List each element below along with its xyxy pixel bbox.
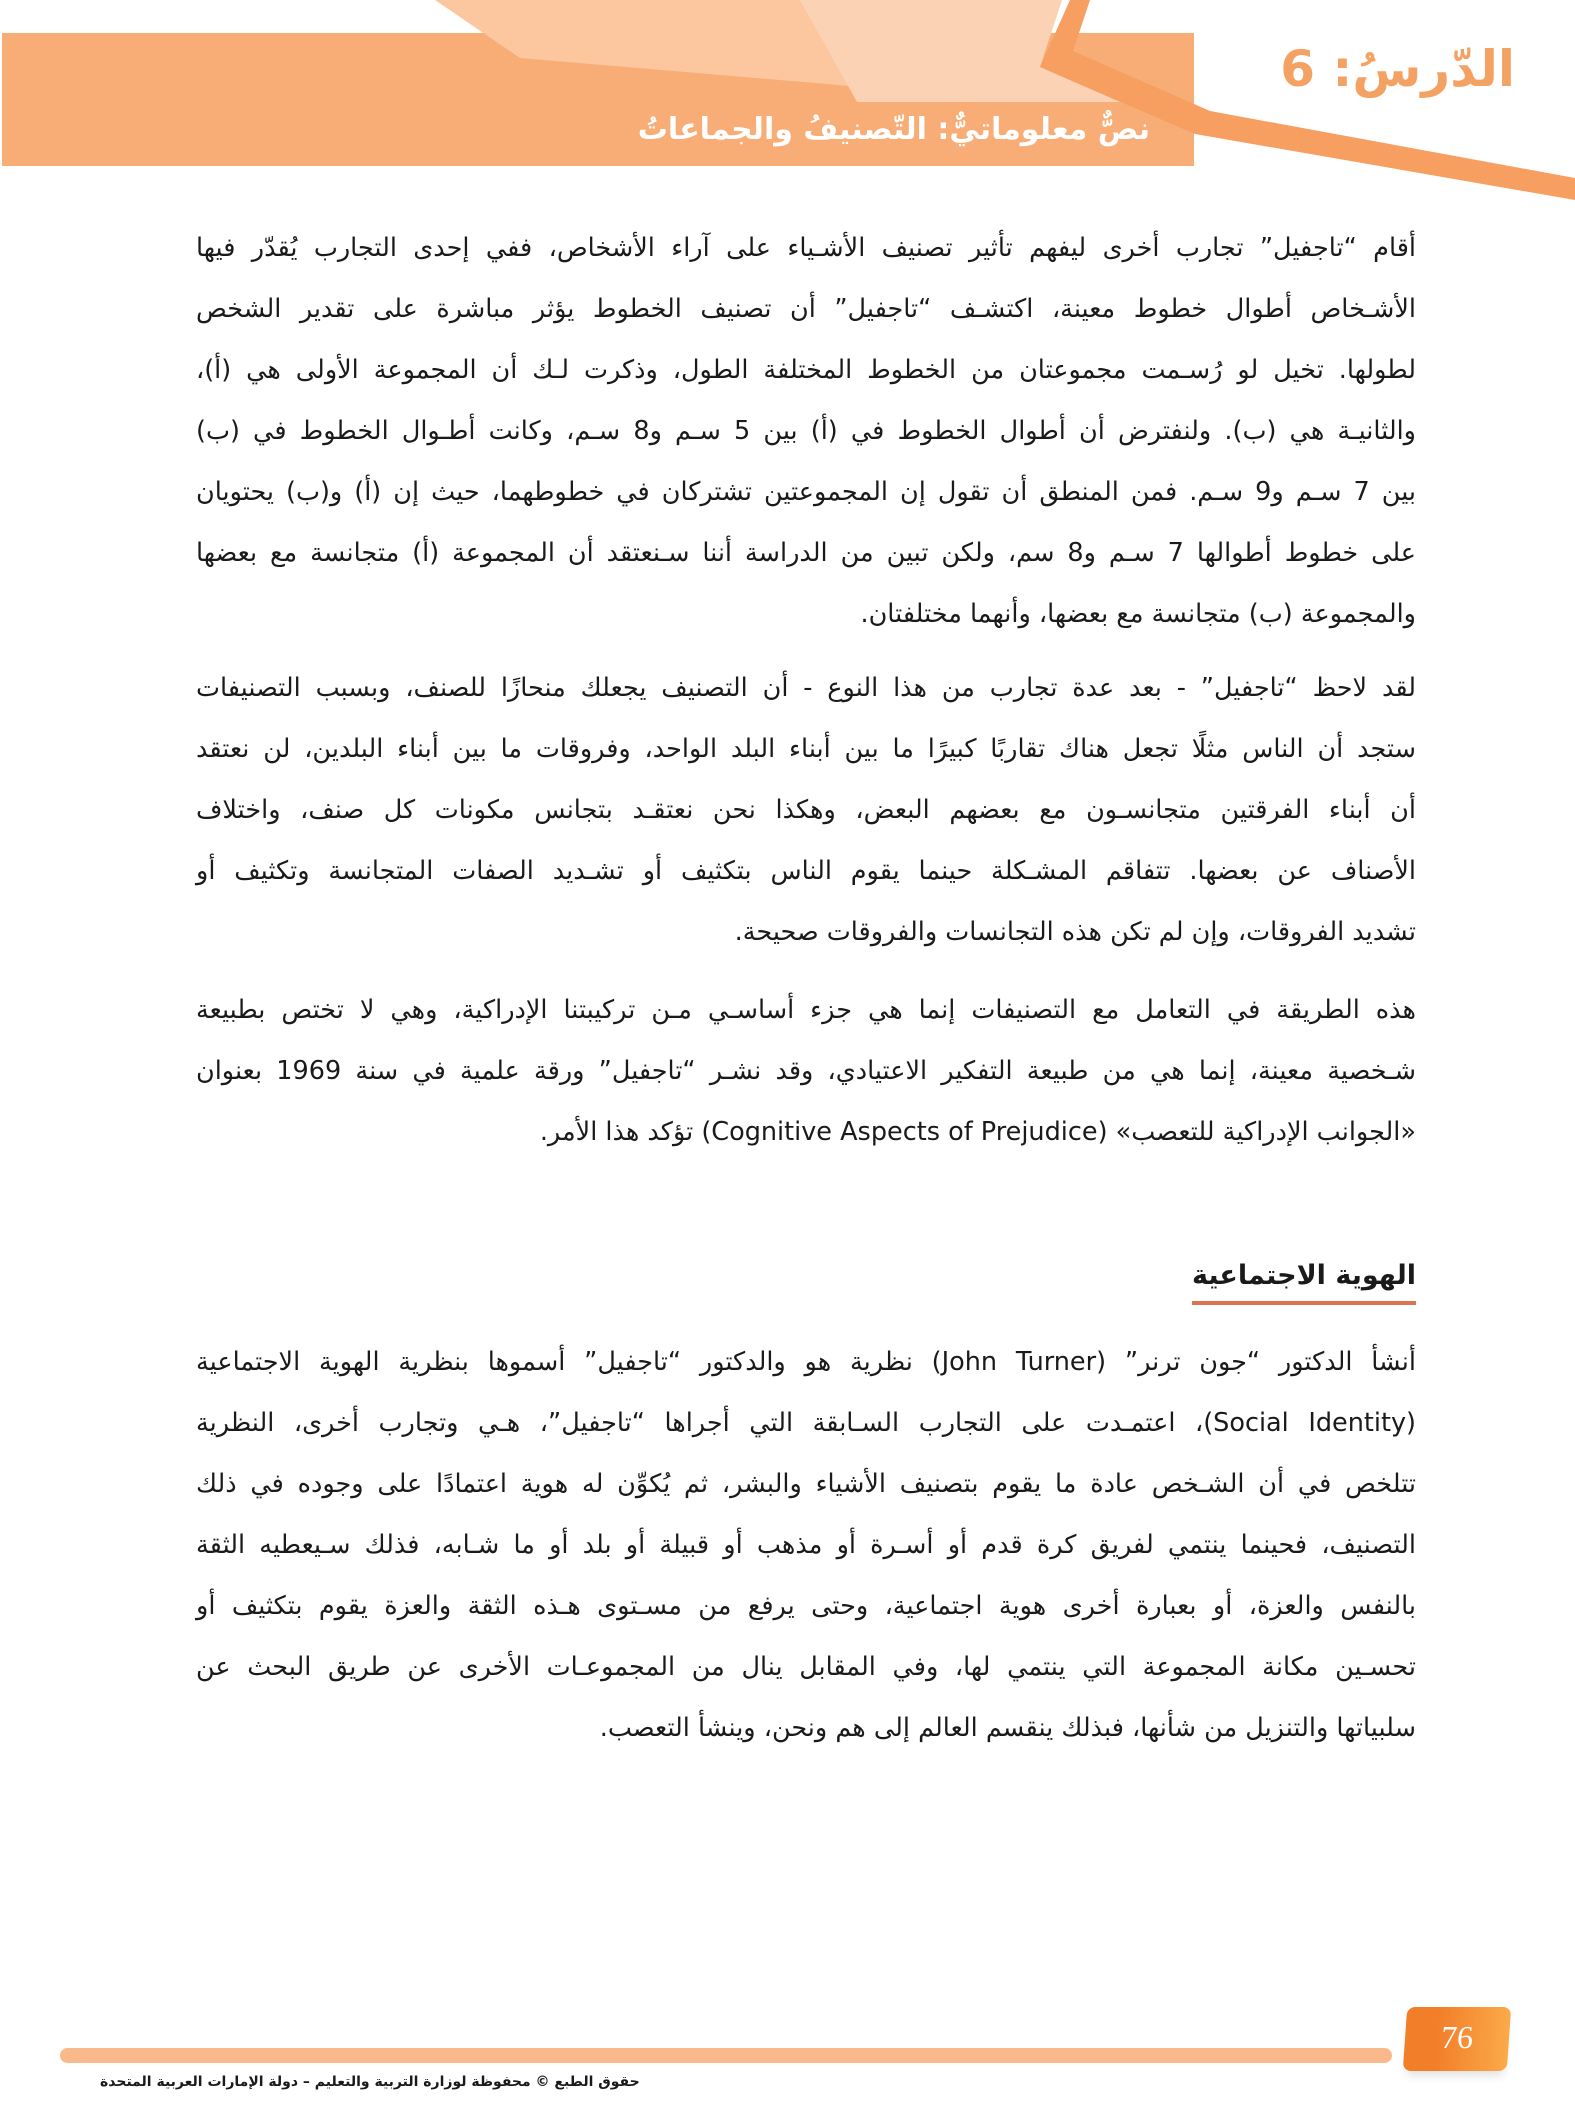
text-line: شـخصية معينة، إنما هي من طبيعة التفكير الاعتيادي، وقد نشـر “تاجفيل” ورقة علمية في سنة 1969 بعنوان	[196, 1056, 1416, 1086]
text-line: لقد لاحظ “تاجفيل” - بعد عدة تجارب من هذا النوع - أن التصنيف يجعلك منحازًا للصنف، وبسبب التصنيفات	[196, 673, 1416, 703]
text-line: والمجموعة (ب) متجانسة مع بعضها، وأنهما مختلفتان.	[860, 599, 1416, 629]
text-line: تتلخص في أن الشـخص عادة ما يقوم بتصنيف الأشياء والبشر، ثم يُكوِّن له هوية اعتمادًا على وجوده في ذلك	[196, 1469, 1416, 1499]
text-line: هذه الطريقة في التعامل مع التصنيفات إنما هي جزء أساسـي مـن تركيبتنا الإدراكية، وهي لا تختص بطبيعة	[196, 995, 1416, 1025]
text-line: الأشـخاص أطوال خطوط معينة، اكتشـف “تاجفيل” أن تصنيف الخطوط يؤثر مباشرة على تقدير الشخص	[196, 294, 1416, 324]
paragraph	[196, 980, 1416, 1163]
text-line: أن أبناء الفرقتين متجانسـون مع بعضهم البعض، وهكذا نحن نعتقـد بتجانس مكونات كل صنف، واختلاف	[196, 795, 1416, 825]
copyright-notice: حقوق الطبع © محفوظة لوزارة التربية والتعليم – دولة الإمارات العربية المتحدة	[100, 2074, 640, 2090]
paragraph	[196, 1332, 1416, 1759]
text-line: بالنفس والعزة، أو بعبارة أخرى هوية اجتماعية، وحتى يرفع من مسـتوى هـذه الثقة والعزة يقوم بتكثيف أو	[196, 1591, 1416, 1621]
text-line: تحسـين مكانة المجموعة التي ينتمي لها، وفي المقابل ينال من المجموعـات الأخرى عن طريق البحث عن	[196, 1652, 1416, 1682]
text-line: سلبياتها والتنزيل من شأنها، فبذلك ينقسم العالم إلى هم ونحن، وينشأ التعصب.	[599, 1713, 1416, 1743]
paragraph	[196, 658, 1416, 963]
header-stripe	[1040, 0, 1575, 200]
text-line: التصنيف، فحينما ينتمي لفريق كرة قدم أو أسـرة أو مذهب أو قبيلة أو بلد أو ما شـابه، فذلك سـيعطيه الثقة	[196, 1530, 1416, 1560]
lesson-title: الدّرسُ: 6	[1280, 40, 1515, 98]
page-number: 76	[1439, 2019, 1475, 2055]
footer-bar	[60, 2048, 1392, 2063]
text-line: على خطوط أطوالها 7 سـم و8 سم، ولكن تبين من الدراسة أننا سـنعتقد أن المجموعة (أ) متجانسة مع بعضها	[196, 538, 1416, 568]
text-line: تشديد الفروقات، وإن لم تكن هذه التجانسات والفروقات صحيحة.	[734, 917, 1416, 947]
lesson-subtitle: نصٌّ معلوماتيٌّ: التّصنيفُ والجماعاتُ	[637, 112, 1150, 147]
text-line: «الجوانب الإدراكية للتعصب» (Cognitive Aspects of Prejudice) تؤكد هذا الأمر.	[539, 1117, 1416, 1147]
section-heading: الهوية الاجتماعية	[1192, 1260, 1416, 1305]
page-number-badge	[1403, 2007, 1511, 2071]
paragraph	[196, 218, 1416, 645]
text-line: أنشأ الدكتور “جون ترنر” (John Turner) نظرية هو والدكتور “تاجفيل” أسموها بنظرية الهوية الاجتماعية	[196, 1347, 1416, 1377]
text-line: الأصناف عن بعضها. تتفاقم المشـكلة حينما يقوم الناس بتكثيف أو تشـديد الصفات المتجانسة وتكثيف أو	[196, 856, 1416, 886]
header-decoration	[0, 0, 1575, 210]
text-line: أقام “تاجفيل” تجارب أخرى ليفهم تأثير تصنيف الأشـياء على آراء الأشخاص، ففي إحدى التجارب يُقدّر فيها	[196, 233, 1416, 263]
text-line: ستجد أن الناس مثلًا تجعل هناك تقاربًا كبيرًا ما بين أبناء البلد الواحد، وفروقات ما بين أبناء البلدين، لن نعتقد	[196, 734, 1416, 764]
text-line: (Social Identity)، اعتمـدت على التجارب السـابقة التي أجراها “تاجفيل”، هـي وتجارب أخرى، النظرية	[196, 1408, 1416, 1438]
text-line: لطولها. تخيل لو رُسـمت مجموعتان من الخطوط المختلفة الطول، وذكرت لـك أن المجموعة الأولى هي (أ)،	[196, 355, 1416, 385]
text-line: بين 7 سـم و9 سـم. فمن المنطق أن تقول إن المجموعتين تشتركان في خطوطهما، حيث إن (أ) و(ب) يحتويان	[196, 477, 1416, 507]
text-line: والثانيـة هي (ب). ولنفترض أن أطوال الخطوط في (أ) بين 5 سـم و8 سـم، وكانت أطـوال الخطوط في (ب)	[196, 416, 1416, 446]
